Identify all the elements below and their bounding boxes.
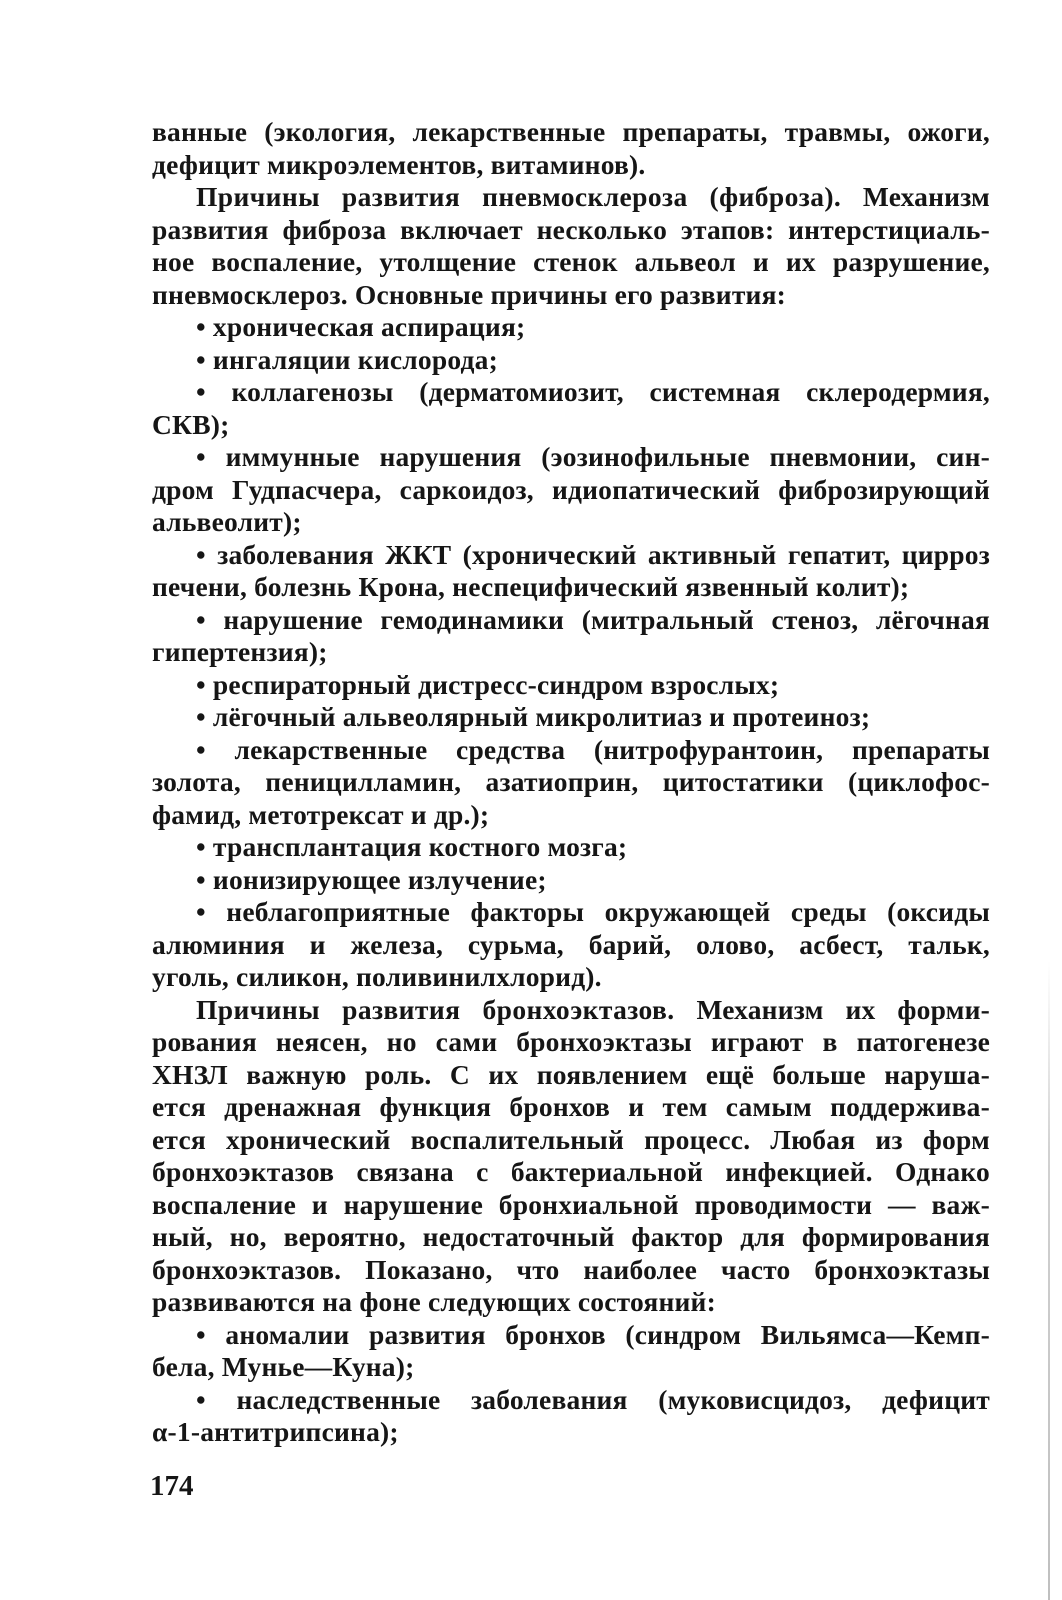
text-line: золота, пеницилламин, азатиоприн, цитостатики (циклофос-: [152, 766, 990, 797]
section-text: Механизм их форми-: [674, 993, 990, 1025]
text-line: ХНЗЛ важную роль. С их появлением ещё больше наруша-: [152, 1058, 990, 1090]
bullet-list-item: • лёгочный альвеолярный микролитиаз и протеиноз;: [196, 701, 871, 732]
bullet-list-item: • аномалии развития бронхов (синдром Вильямса—Кемп-: [196, 1318, 990, 1350]
section-heading: Причины развития бронхоэктазов.: [196, 993, 675, 1025]
bullet-list-item: • нарушение гемодинамики (митральный стеноз, лёгочная: [196, 603, 990, 635]
text-line: фамид, метотрексат и др.);: [152, 798, 490, 830]
text-line: ванные (экология, лекарственные препараты, травмы, ожоги,: [152, 116, 990, 147]
section-text: Механизм: [841, 181, 990, 212]
bullet-list-item: • заболевания ЖКТ (хронический активный гепатит, цирроз: [196, 538, 990, 570]
text-line: бронхоэктазов связана с бактериальной инфекцией. Однако: [152, 1156, 990, 1187]
text-line: альвеолит);: [152, 506, 302, 537]
section-heading-line: [152, 181, 990, 214]
bullet-list-item: • неблагоприятные факторы окружающей среды (оксиды: [196, 896, 990, 927]
page-number: 174: [150, 1470, 194, 1502]
text-line: развития фиброза включает несколько этапов: интерстициаль-: [152, 213, 990, 245]
text-line: ется дренажная функция бронхов и тем самым поддержива-: [152, 1091, 990, 1122]
page-edge-shadow: [1048, 960, 1050, 1600]
text-line: пневмосклероз. Основные причины его развития:: [152, 278, 787, 310]
bullet-list-item: • коллагенозы (дерматомиозит, системная склеродермия,: [196, 376, 990, 407]
bullet-list-item: • иммунные нарушения (эозинофильные пневмонии, син-: [196, 441, 990, 472]
bullet-list-item: • ингаляции кислорода;: [196, 343, 498, 375]
bullet-list-item: • респираторный дистресс-синдром взрослых;: [196, 668, 780, 700]
text-line: α-1-антитрипсина);: [152, 1416, 399, 1447]
section-heading-line: [152, 994, 990, 1027]
text-line: ется хронический воспалительный процесс. Любая из форм: [152, 1123, 990, 1155]
text-line: гипертензия);: [152, 636, 328, 667]
section-heading: Причины развития пневмосклероза (фиброза).: [196, 181, 842, 212]
text-line: уголь, силикон, поливинилхлорид).: [152, 961, 602, 992]
bullet-list-item: • лекарственные средства (нитрофурантоин, препараты: [196, 733, 990, 765]
text-line: СКВ);: [152, 408, 230, 440]
bullet-list-item: • ионизирующее излучение;: [196, 863, 547, 895]
text-line: воспаление и нарушение бронхиальной проводимости — важ-: [152, 1188, 990, 1220]
text-line: дром Гудпасчера, саркоидоз, идиопатический фиброзирующий: [152, 473, 990, 505]
text-line: печени, болезнь Крона, неспецифический язвенный колит);: [152, 571, 910, 602]
text-line: ный, но, вероятно, недостаточный фактор для формирования: [152, 1221, 990, 1252]
text-line: рования неясен, но сами бронхоэктазы играют в патогенезе: [152, 1026, 990, 1057]
page-body-text: [152, 116, 990, 1449]
text-line: ное воспаление, утолщение стенок альвеол и их разрушение,: [152, 246, 990, 277]
text-line: бронхоэктазов. Показано, что наиболее часто бронхоэктазы: [152, 1253, 990, 1285]
text-line: дефицит микроэлементов, витаминов).: [152, 148, 646, 180]
text-line: бела, Мунье—Куна);: [152, 1351, 415, 1382]
bullet-list-item: • хроническая аспирация;: [196, 311, 526, 342]
bullet-list-item: • наследственные заболевания (муковисцидоз, дефицит: [196, 1383, 990, 1415]
bullet-list-item: • трансплантация костного мозга;: [196, 831, 628, 862]
text-line: развиваются на фоне следующих состояний:: [152, 1286, 716, 1317]
text-line: алюминия и железа, сурьма, барий, олово, асбест, тальк,: [152, 928, 990, 960]
